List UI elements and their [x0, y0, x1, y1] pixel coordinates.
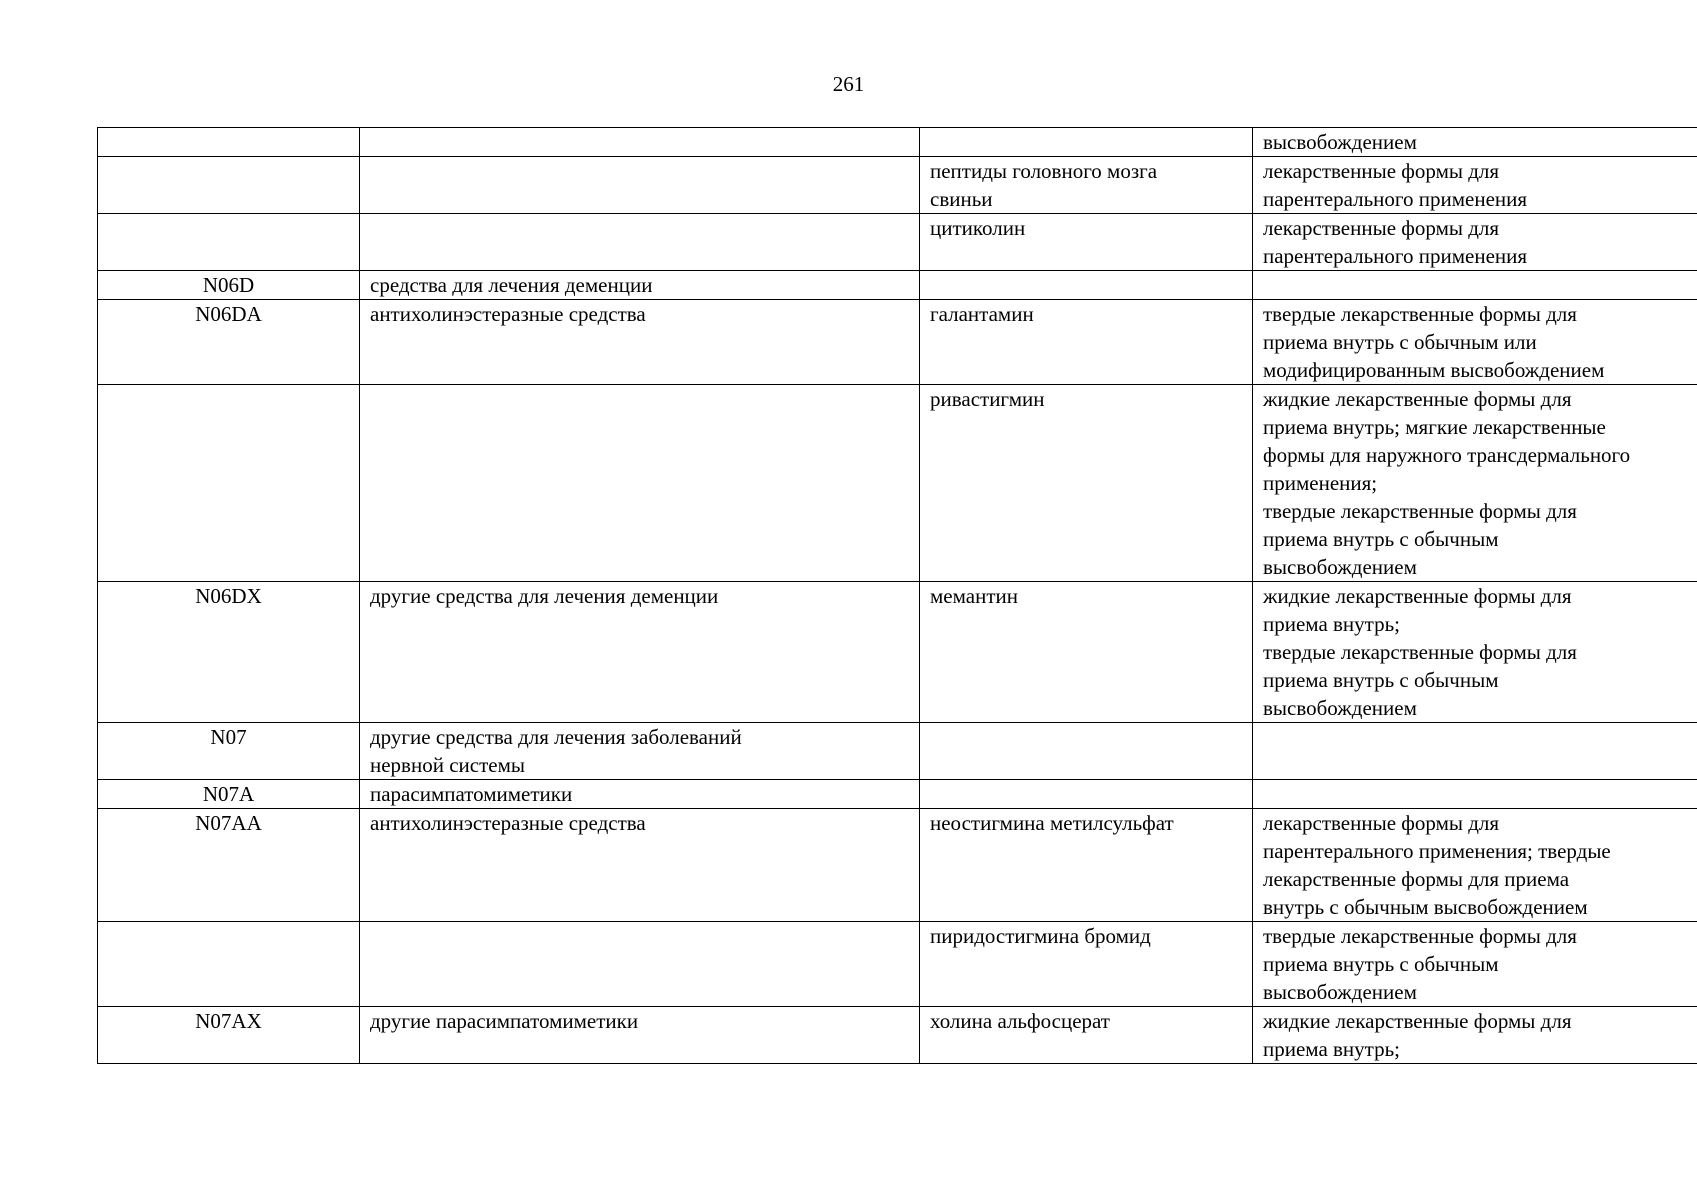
drug-name-cell: неостигмина метилсульфат — [920, 809, 1253, 922]
dosage-form-cell: жидкие лекарственные формы для приема внутрь; мягкие лекарственные формы для наружного трансдермального применения; твердые лекарственные формы для приема внутрь с обычным высвобождением — [1253, 385, 1697, 582]
dosage-form-cell: лекарственные формы для парентерального применения; твердые лекарственные формы для приема внутрь с обычным высвобождением — [1253, 809, 1697, 922]
dosage-form-cell: высвобождением — [1253, 128, 1697, 157]
drug-table-body — [98, 128, 1697, 1064]
table-row — [98, 300, 1697, 385]
atc-code-cell — [98, 922, 360, 1007]
table-row — [98, 271, 1697, 300]
drug-name-cell — [920, 780, 1253, 809]
group-name-cell: антихолинэстеразные средства — [360, 300, 920, 385]
atc-code-cell: N06DA — [98, 300, 360, 385]
table-row — [98, 809, 1697, 922]
drug-name-cell: холина альфосцерат — [920, 1007, 1253, 1064]
group-name-cell — [360, 128, 920, 157]
atc-code-cell — [98, 157, 360, 214]
dosage-form-cell: твердые лекарственные формы для приема внутрь с обычным или модифицированным высвобождением — [1253, 300, 1697, 385]
group-name-cell — [360, 385, 920, 582]
atc-code-cell: N07AA — [98, 809, 360, 922]
group-name-cell: средства для лечения деменции — [360, 271, 920, 300]
table-row — [98, 723, 1697, 780]
table-row — [98, 385, 1697, 582]
drug-name-cell: мемантин — [920, 582, 1253, 723]
table-row — [98, 582, 1697, 723]
dosage-form-cell — [1253, 723, 1697, 780]
dosage-form-cell: лекарственные формы для парентерального применения — [1253, 214, 1697, 271]
dosage-form-cell: жидкие лекарственные формы для приема внутрь; твердые лекарственные формы для приема внутрь с обычным высвобождением — [1253, 582, 1697, 723]
table-row — [98, 214, 1697, 271]
drug-name-cell — [920, 723, 1253, 780]
drug-table — [97, 127, 1697, 1064]
atc-code-cell: N06DX — [98, 582, 360, 723]
drug-name-cell: галантамин — [920, 300, 1253, 385]
table-row — [98, 157, 1697, 214]
dosage-form-cell: лекарственные формы для парентерального применения — [1253, 157, 1697, 214]
atc-code-cell — [98, 214, 360, 271]
drug-name-cell: цитиколин — [920, 214, 1253, 271]
drug-name-cell — [920, 271, 1253, 300]
table-row — [98, 128, 1697, 157]
atc-code-cell: N06D — [98, 271, 360, 300]
dosage-form-cell — [1253, 271, 1697, 300]
group-name-cell — [360, 157, 920, 214]
table-row — [98, 780, 1697, 809]
table-row — [98, 922, 1697, 1007]
atc-code-cell — [98, 128, 360, 157]
drug-name-cell: пиридостигмина бромид — [920, 922, 1253, 1007]
group-name-cell: антихолинэстеразные средства — [360, 809, 920, 922]
dosage-form-cell — [1253, 780, 1697, 809]
atc-code-cell — [98, 385, 360, 582]
group-name-cell — [360, 214, 920, 271]
atc-code-cell: N07 — [98, 723, 360, 780]
drug-name-cell — [920, 128, 1253, 157]
atc-code-cell: N07AX — [98, 1007, 360, 1064]
group-name-cell: парасимпатомиметики — [360, 780, 920, 809]
group-name-cell: другие средства для лечения заболеваний нервной системы — [360, 723, 920, 780]
drug-name-cell: пептиды головного мозга свиньи — [920, 157, 1253, 214]
dosage-form-cell: жидкие лекарственные формы для приема внутрь; — [1253, 1007, 1697, 1064]
page-number: 261 — [832, 72, 865, 96]
dosage-form-cell: твердые лекарственные формы для приема внутрь с обычным высвобождением — [1253, 922, 1697, 1007]
group-name-cell: другие средства для лечения деменции — [360, 582, 920, 723]
atc-code-cell: N07A — [98, 780, 360, 809]
group-name-cell — [360, 922, 920, 1007]
drug-name-cell: ривастигмин — [920, 385, 1253, 582]
table-row — [98, 1007, 1697, 1064]
group-name-cell: другие парасимпатомиметики — [360, 1007, 920, 1064]
